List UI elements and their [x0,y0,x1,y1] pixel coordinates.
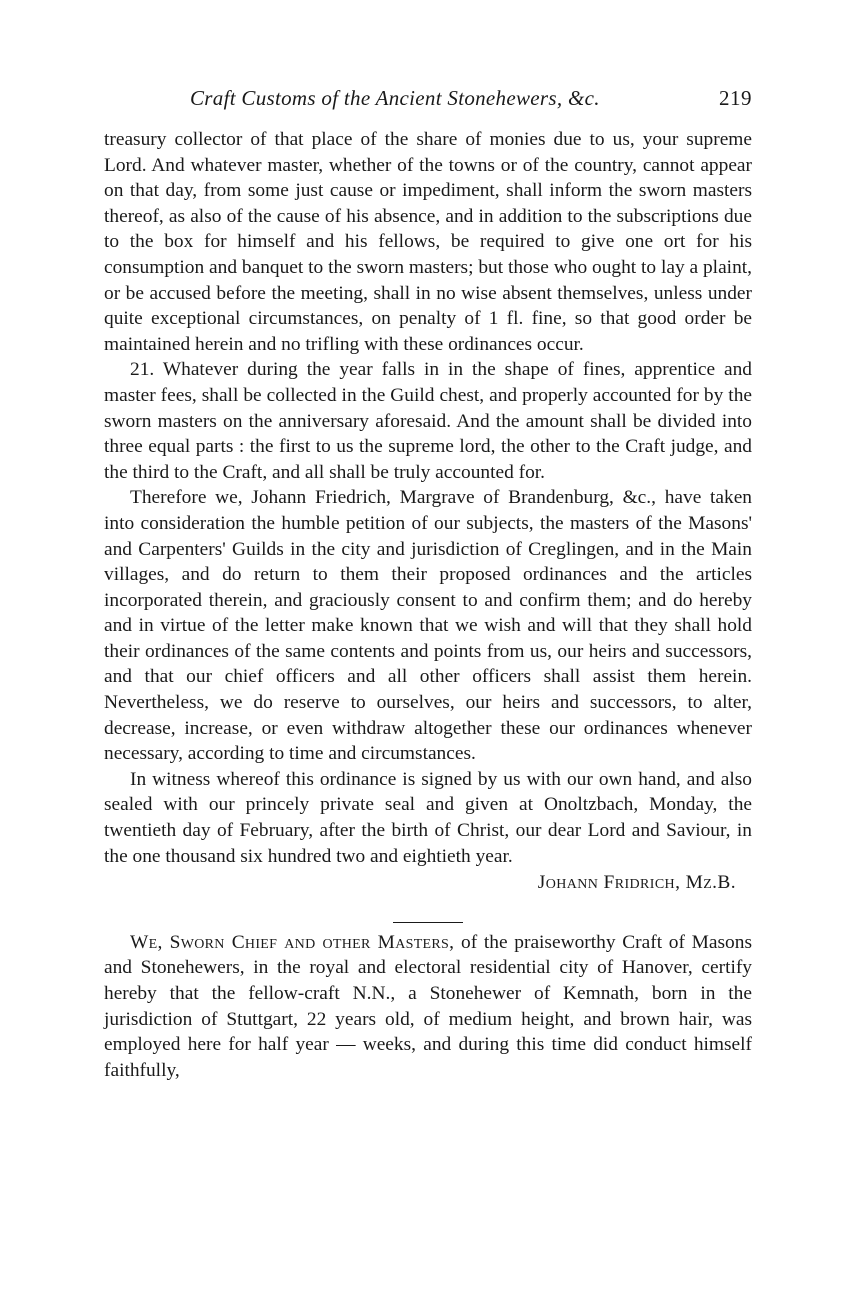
running-head [104,86,752,118]
body-text [104,127,752,1083]
running-title: Craft Customs of the Ancient Stonehewers, &c. [190,86,600,110]
certificate-text: of the praiseworthy Craft of Masons and Stonehewers, in the royal and electoral residential city of Hanover, certify hereby that the fellow-craft N.N., a Stonehewer of Kemnath, born in the jurisdiction of Stuttgart, 22 years old, of medium height, and brown hair, was employed here for half year — weeks, and during this time did conduct himself faithfully, [104,931,752,1081]
signature: Johann Fridrich, Mz.B. [537,872,736,894]
paragraph-confirmation: Therefore we, Johann Friedrich, Margrave of Brandenburg, &c., have taken into consideration the humble petition of our subjects, the masters of the Masons' and Carpenters' Guilds in the city and jurisdiction of Creglingen, and in the Main villages, and do return to them their proposed ordinances and the articles incorporated therein, and graciously consent to and confirm them; and do hereby and in virtue of the letter make known that we wish and will that they shall hold their ordinances of the same contents and points from us, our heirs and successors, and that our chief officers and all other officers shall assist them herein. Nevertheless, we do reserve to ourselves, our heirs and successors, to alter, decrease, increase, or even withdraw altogether these our ordinances whenever necessary, according to time and circumstances. [104,487,752,765]
certificate-lead-caps: We, Sworn Chief and other Masters, [130,931,455,953]
paragraph-certificate [104,930,752,1084]
paragraph-article-21: 21. Whatever during the year falls in in the shape of fines, apprentice and master fees, shall be collected in the Guild chest, and properly accounted for by the sworn masters on the anniversary aforesaid. And the amount shall be divided into three equal parts : the first to us the supreme lord, the other to the Craft judge, and the third to the Craft, and all shall be truly accounted for. [104,359,752,483]
paragraph-witness: In witness whereof this ordinance is signed by us with our own hand, and also sealed with our princely private seal and given at Onoltzbach, Monday, the twentieth day of February, after the birth of Christ, our dear Lord and Saviour, in the one thousand six hundred two and eightieth year. [104,768,752,867]
paragraph-continuation: treasury collector of that place of the share of monies due to us, your supreme Lord. And whatever master, whether of the towns or of the country, cannot appear on that day, from some just cause or impediment, shall inform the sworn masters thereof, as also of the cause of his absence, and in addition to the subscriptions due to the box for himself and his fellows, be required to give one ort for his consumption and banquet to the sworn masters; but those who ought to lay a plaint, or be accused before the meeting, shall in no wise absent themselves, unless under quite exceptional circumstances, on penalty of 1 fl. fine, so that good order be maintained herein and no trifling with these ordinances occur. [104,129,752,355]
section-divider [393,922,463,923]
book-page [104,86,752,1083]
page-number: 219 [719,86,752,110]
